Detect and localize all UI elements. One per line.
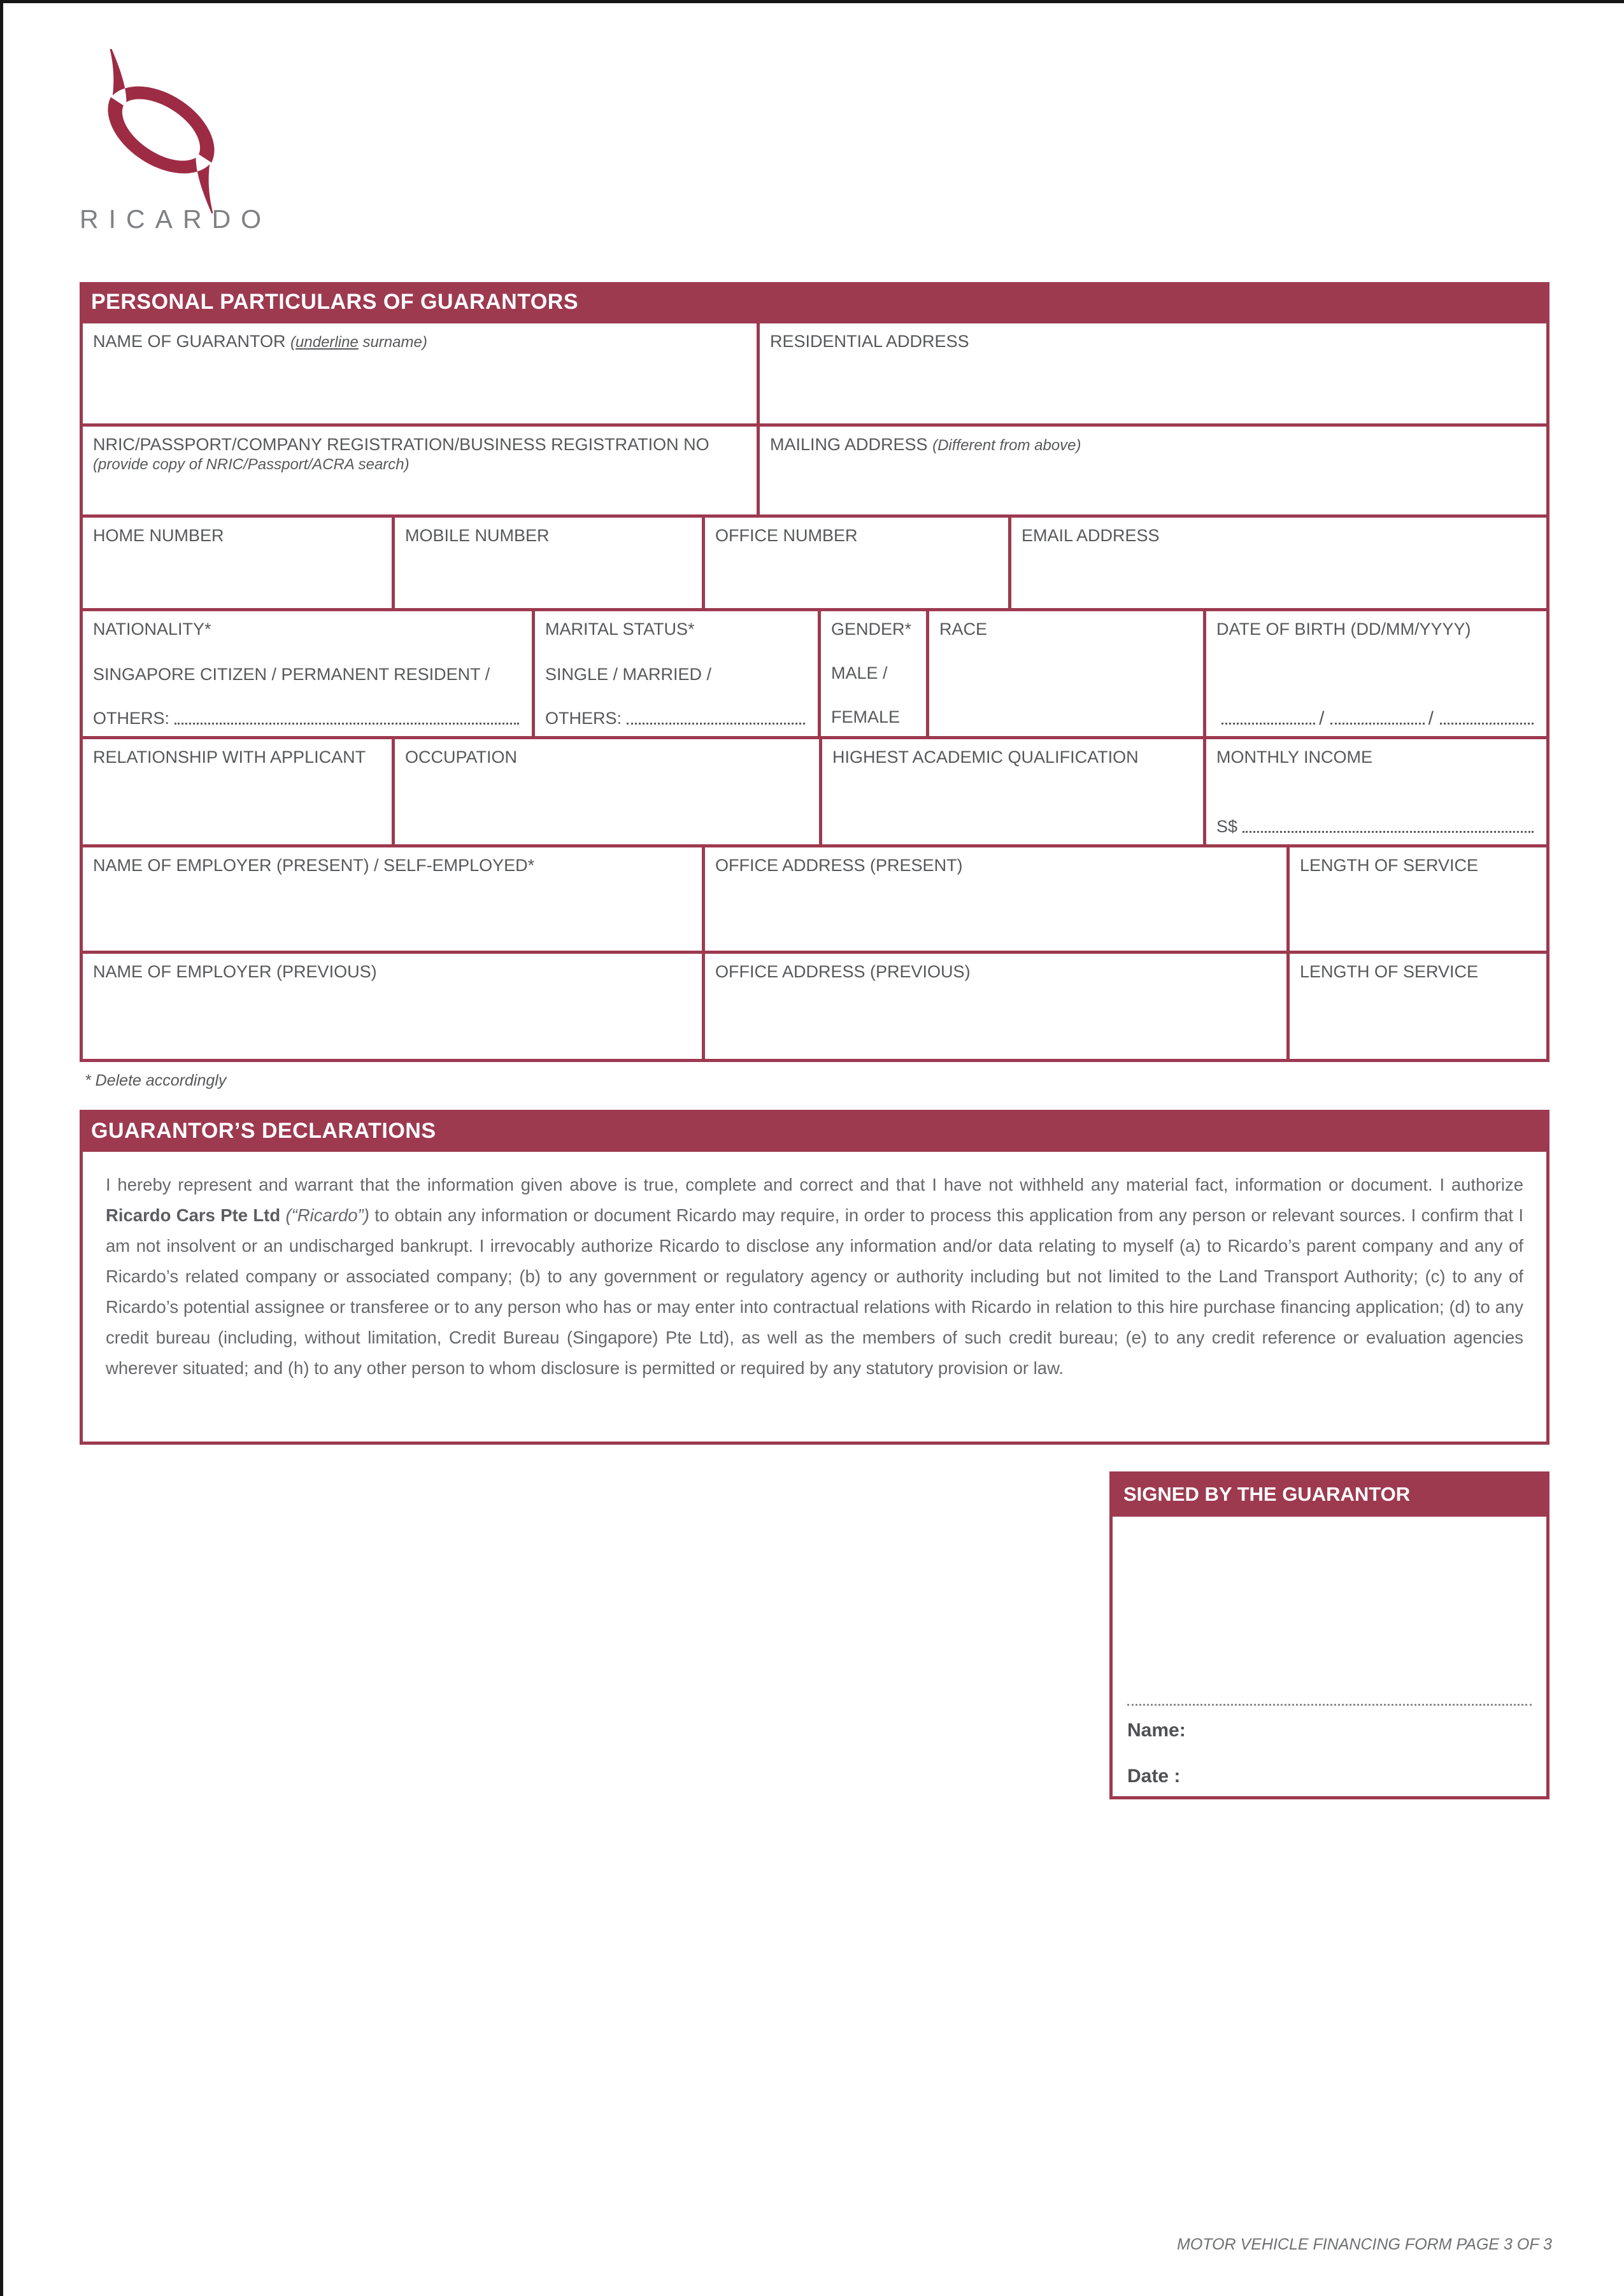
field-label: LENGTH OF SERVICE	[1300, 856, 1479, 875]
signature-title: SIGNED BY THE GUARANTOR	[1123, 1483, 1411, 1505]
signature-section	[1109, 1471, 1549, 1799]
field-label: NAME OF GUARANTOR (underline surname)	[93, 332, 427, 351]
field-label: OFFICE ADDRESS (PRESENT)	[715, 856, 963, 875]
field-label: NATIONALITY*	[93, 620, 211, 639]
field-label: GENDER*	[831, 620, 912, 639]
marital-options: SINGLE / MARRIED /	[545, 664, 712, 684]
field-label: LENGTH OF SERVICE	[1300, 962, 1479, 981]
field-note: (provide copy of NRIC/Passport/ACRA search)	[93, 455, 410, 473]
field-label: MONTHLY INCOME	[1216, 748, 1373, 767]
field-label: HIGHEST ACADEMIC QUALIFICATION	[832, 748, 1139, 767]
brand-name: RICARDO	[80, 204, 272, 234]
field-monthly-income[interactable]	[1206, 739, 1546, 844]
declarations-title: GUARANTOR’S DECLARATIONS	[91, 1119, 436, 1143]
dob-entry-line[interactable]	[1216, 709, 1536, 728]
field-office-number[interactable]	[705, 518, 1008, 608]
field-label: MARITAL STATUS*	[545, 620, 695, 639]
others-entry-line[interactable]	[627, 723, 805, 725]
signature-line[interactable]	[1127, 1704, 1532, 1706]
field-label: EMAIL ADDRESS	[1022, 526, 1160, 545]
field-occupation[interactable]	[395, 739, 819, 844]
field-race[interactable]	[929, 611, 1203, 736]
field-nric[interactable]	[83, 427, 757, 514]
field-label: OCCUPATION	[405, 748, 518, 767]
field-label: OFFICE NUMBER	[715, 526, 858, 545]
signature-area[interactable]	[1113, 1517, 1546, 1796]
field-employer-present[interactable]	[83, 847, 702, 951]
field-length-of-service-previous[interactable]	[1290, 954, 1546, 1059]
dob-slash: /	[1428, 708, 1434, 729]
gender-option-female: FEMALE	[831, 707, 901, 727]
field-gender[interactable]	[821, 611, 926, 736]
field-employer-previous[interactable]	[83, 954, 702, 1059]
field-label: HOME NUMBER	[93, 526, 224, 545]
field-label: DATE OF BIRTH (DD/MM/YYYY)	[1216, 620, 1471, 639]
company-name: Ricardo Cars Pte Ltd	[106, 1205, 281, 1225]
field-email-address[interactable]	[1011, 518, 1546, 608]
currency-label: S$	[1216, 817, 1238, 836]
field-qualification[interactable]	[822, 739, 1203, 844]
delete-accordingly-note: * Delete accordingly	[85, 1072, 227, 1089]
field-label: NAME OF EMPLOYER (PRESENT) / SELF-EMPLOYED*	[93, 856, 535, 875]
field-label: RELATIONSHIP WITH APPLICANT	[93, 748, 366, 767]
field-relationship[interactable]	[83, 739, 392, 844]
field-residential-address[interactable]	[760, 323, 1546, 423]
field-nationality[interactable]	[83, 611, 532, 736]
field-label: MAILING ADDRESS (Different from above)	[770, 435, 1081, 454]
field-label: RACE	[939, 620, 988, 639]
signature-date-label: Date :	[1127, 1766, 1181, 1787]
field-mailing-address[interactable]	[760, 427, 1546, 514]
field-label: OFFICE ADDRESS (PREVIOUS)	[715, 962, 971, 981]
signature-name-label: Name:	[1127, 1720, 1186, 1741]
field-office-address-present[interactable]	[705, 847, 1286, 951]
field-marital-status[interactable]	[535, 611, 818, 736]
others-entry-line[interactable]	[175, 723, 519, 725]
field-office-address-previous[interactable]	[705, 954, 1286, 1059]
particulars-section-title: PERSONAL PARTICULARS OF GUARANTORS	[91, 290, 579, 314]
field-label: NRIC/PASSPORT/COMPANY REGISTRATION/BUSINESS REGISTRATION NO	[93, 435, 709, 454]
field-name-of-guarantor[interactable]	[83, 323, 757, 423]
field-length-of-service-present[interactable]	[1290, 847, 1546, 951]
field-label: RESIDENTIAL ADDRESS	[770, 332, 969, 351]
field-label: NAME OF EMPLOYER (PREVIOUS)	[93, 962, 377, 981]
income-entry-line[interactable]	[1243, 831, 1534, 833]
others-label: OTHERS:	[545, 709, 622, 728]
others-label: OTHERS:	[93, 709, 170, 728]
declarations-text: I hereby represent and warrant that the information given above is true, complete and correct and that I have not withheld any material fact, information or document. I authorize Ricardo Cars Pte Ltd (“Ricardo”) to obtain any information or document Ricardo may require, in order to process this application from any person or relevant sources. I confirm that I am not insolvent or an undischarged bankrupt. I irrevocably authorize Ricardo to disclose any information and/or data relating to myself (a) to Ricardo’s parent company and any of Ricardo’s related company or associated company; (b) to any government or regulatory agency or authority including but not limited to the Land Transport Authority; (c) to any of Ricardo’s potential assignee or transferee or to any person who has or may enter into contractual relations with Ricardo in relation to this hire purchase financing application; (d) to any credit bureau (including, without limitation, Credit Bureau (Singapore) Pte Ltd), as well as the members of such credit bureau; (e) to any credit reference or evaluation agencies wherever situated; and (h) to any other person to whom disclosure is permitted or required by any statutory provision or law.	[83, 1152, 1546, 1442]
field-label: MOBILE NUMBER	[405, 526, 550, 545]
particulars-section	[80, 282, 1549, 1062]
gender-option-male: MALE /	[831, 663, 888, 683]
declarations-section	[80, 1110, 1549, 1445]
field-home-number[interactable]	[83, 518, 392, 608]
page-footer: MOTOR VEHICLE FINANCING FORM PAGE 3 OF 3	[1177, 2236, 1552, 2253]
field-date-of-birth[interactable]	[1206, 611, 1546, 736]
nationality-options: SINGAPORE CITIZEN / PERMANENT RESIDENT /	[93, 664, 490, 684]
field-mobile-number[interactable]	[395, 518, 702, 608]
dob-slash: /	[1319, 708, 1325, 729]
ricardo-logo-icon	[64, 49, 259, 213]
